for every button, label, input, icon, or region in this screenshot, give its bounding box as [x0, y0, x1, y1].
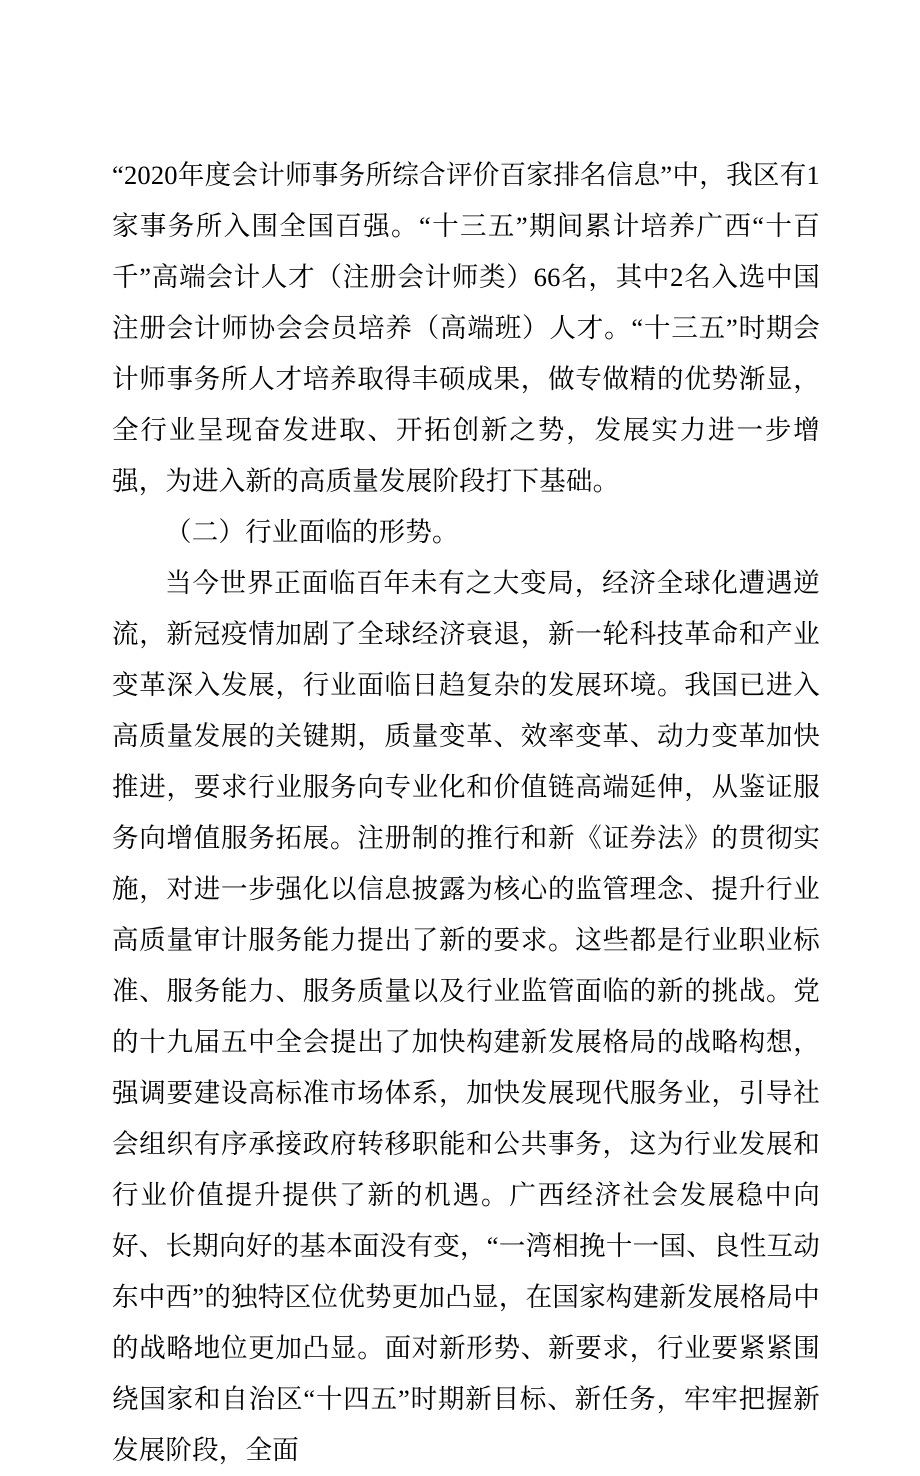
document-body	[112, 150, 820, 1476]
paragraph-industry-situation: 当今世界正面临百年未有之大变局，经济全球化遭遇逆流，新冠疫情加剧了全球经济衰退，新一轮科技革命和产业变革深入发展，行业面临日趋复杂的发展环境。我国已进入高质量发展的关键期，质量变革、效率变革、动力变革加快推进，要求行业服务向专业化和价值链高端延伸，从鉴证服务向增值服务拓展。注册制的推行和新《证券法》的贯彻实施，对进一步强化以信息披露为核心的监管理念、提升行业高质量审计服务能力提出了新的要求。这些都是行业职业标准、服务能力、服务质量以及行业监管面临的新的挑战。党的十九届五中全会提出了加快构建新发展格局的战略构想，强调要建设高标准市场体系，加快发展现代服务业，引导社会组织有序承接政府转移职能和公共事务，这为行业发展和行业价值提升提供了新的机遇。广西经济社会发展稳中向好、长期向好的基本面没有变，“一湾相挽十一国、良性互动东中西”的独特区位优势更加凸显，在国家构建新发展格局中的战略地位更加凸显。面对新形势、新要求，行业要紧紧围绕国家和自治区“十四五”时期新目标、新任务，牢牢把握新发展阶段，全面	[112, 568, 820, 1465]
paragraph-section-heading: （二）行业面临的形势。	[165, 517, 459, 547]
paragraph-continuation: “2020年度会计师事务所综合评价百家排名信息”中，我区有1家事务所入围全国百强。“十三五”期间累计培养广西“十百千”高端会计人才（注册会计师类）66名，其中2名入选中国注册会计师协会会员培养（高端班）人才。“十三五”时期会计师事务所人才培养取得丰硕成果，做专做精的优势渐显，全行业呈现奋发进取、开拓创新之势，发展实力进一步增强，为进入新的高质量发展阶段打下基础。	[112, 160, 820, 496]
